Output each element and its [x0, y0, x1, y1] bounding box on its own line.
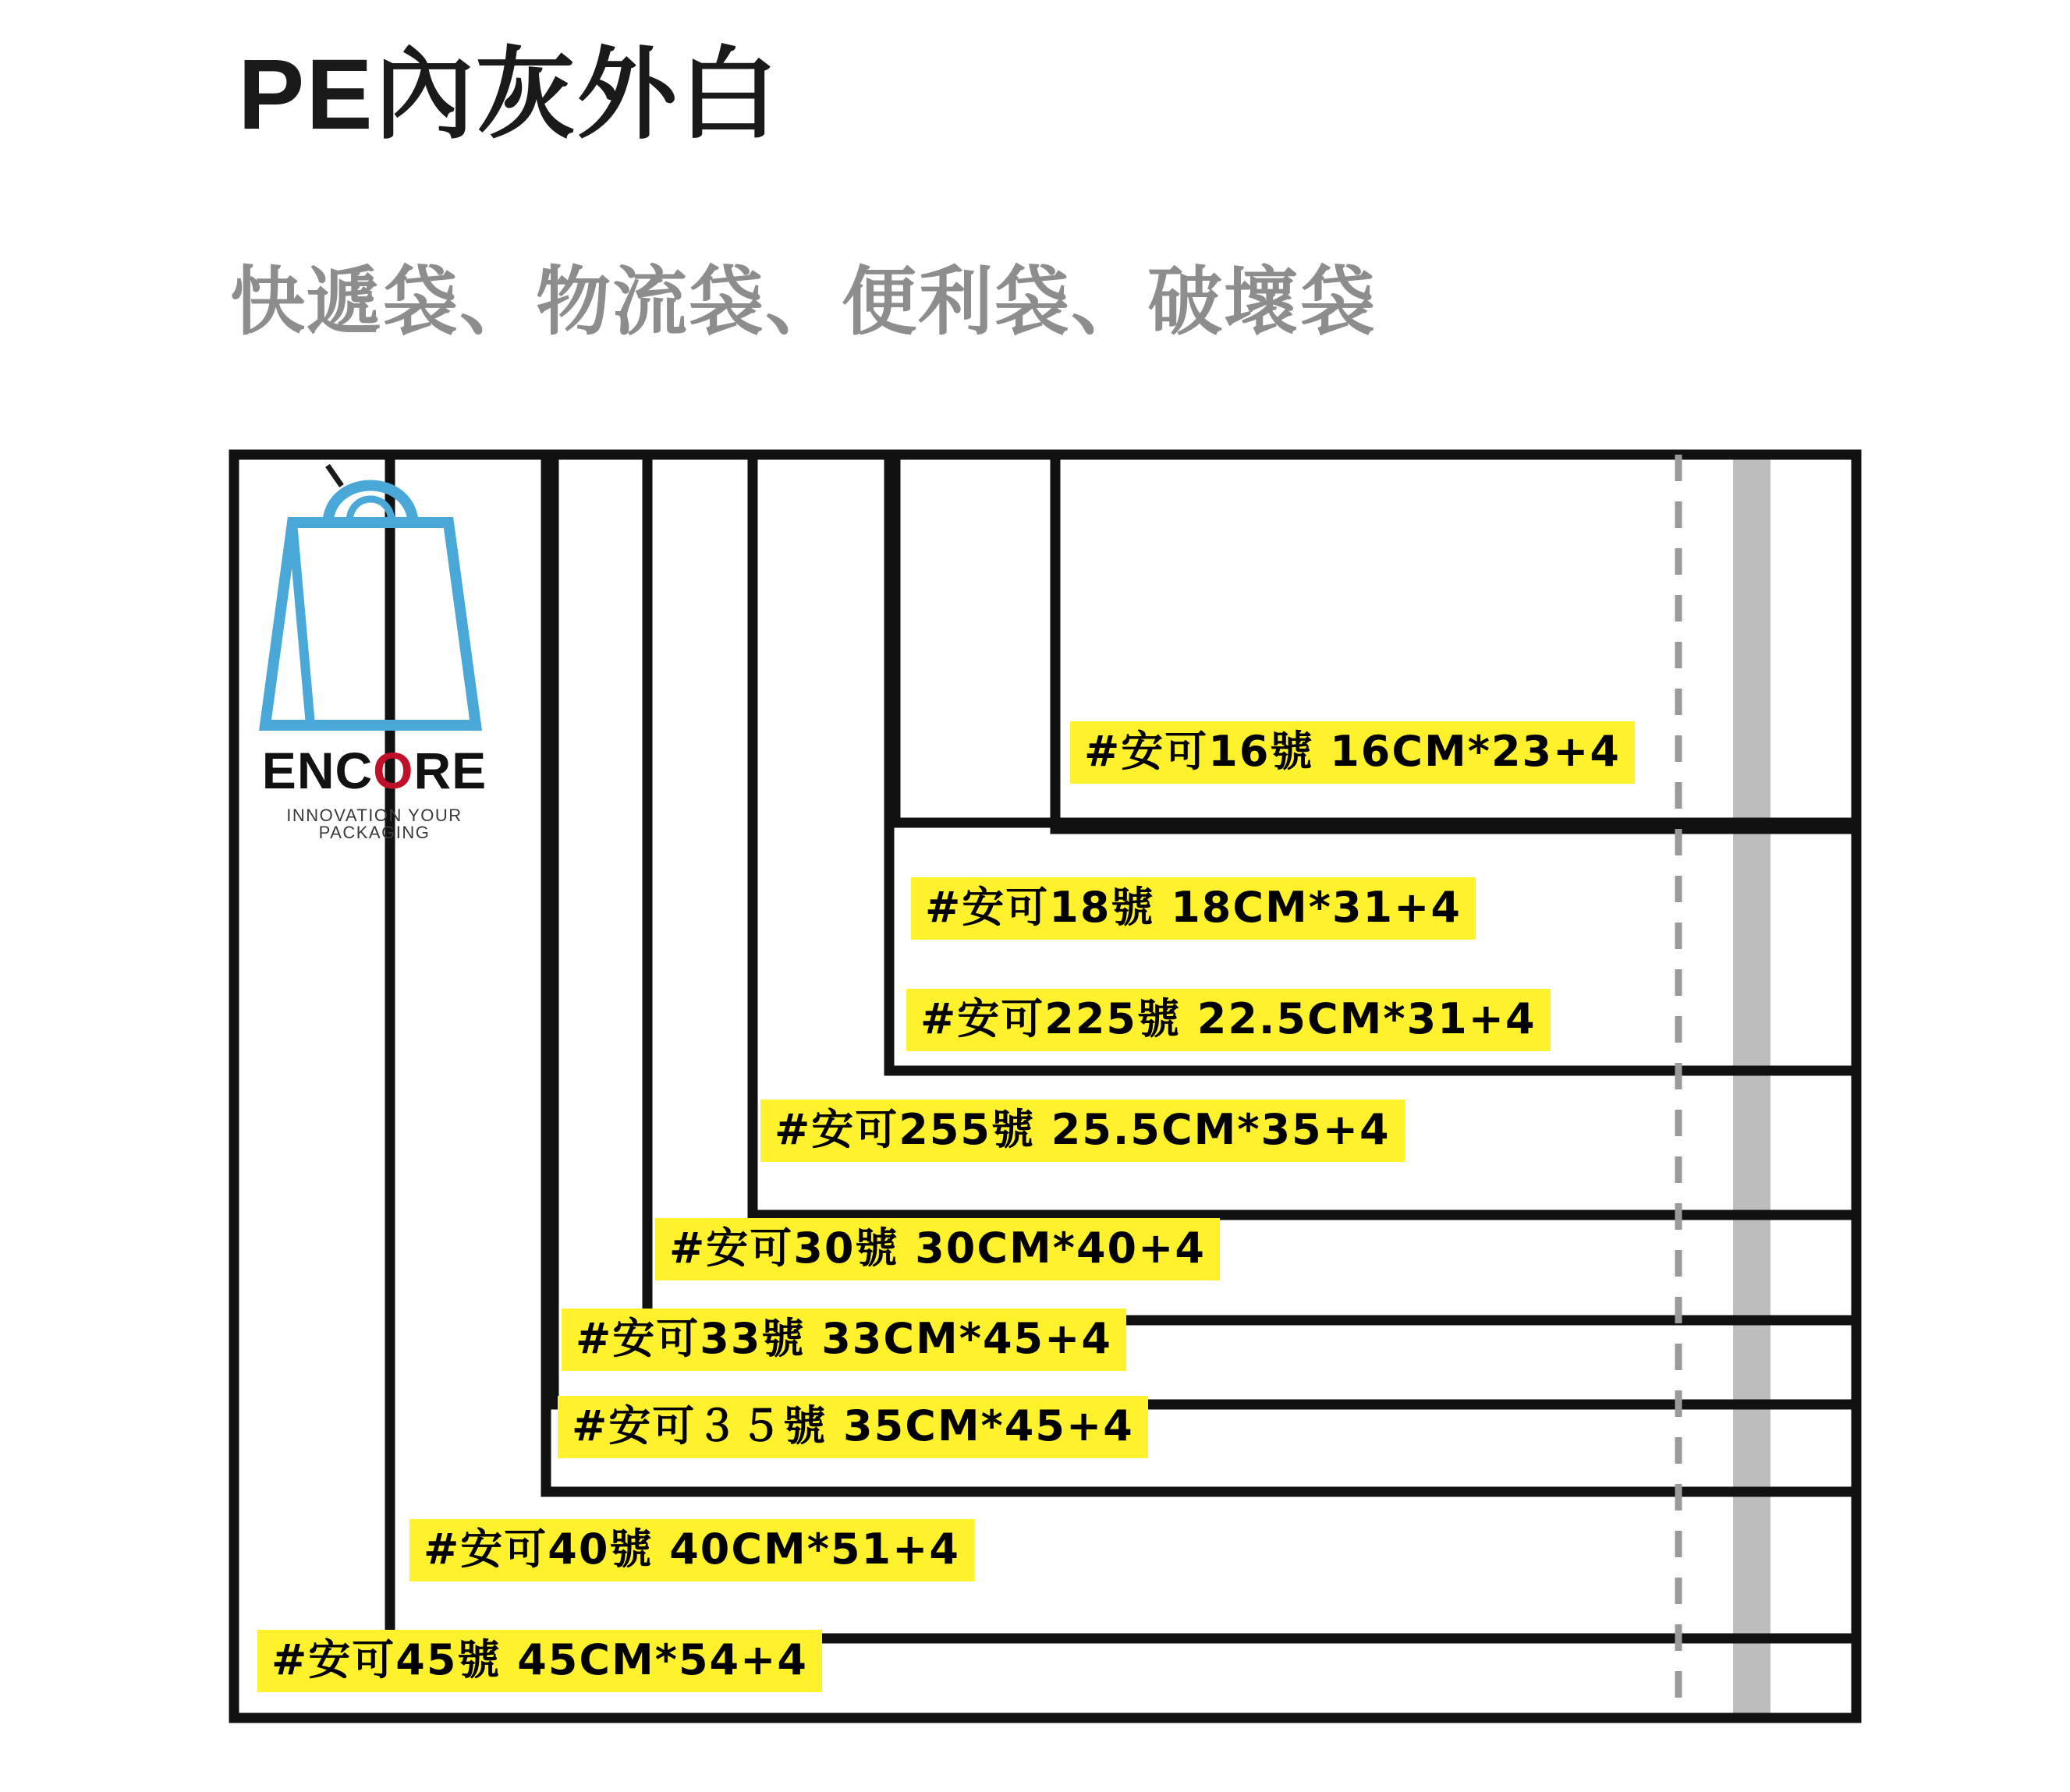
logo-word-dot: O [373, 742, 414, 799]
size-label-40: #安可40號 40CM*51+4 [409, 1519, 974, 1581]
page-title: PE內灰外白 [238, 39, 780, 151]
size-label-225: #安可225號 22.5CM*31+4 [906, 989, 1551, 1051]
logo [234, 448, 515, 854]
seal-strip [1733, 455, 1770, 1718]
logo-tagline: INNOVATION YOUR PACKAGING [286, 806, 463, 842]
logo-wordmark [234, 742, 515, 799]
size-label-16: #安可16號 16CM*23+4 [1070, 721, 1635, 784]
size-label-255: #安可255號 25.5CM*35+4 [760, 1100, 1405, 1162]
size-label-30: #安可30號 30CM*40+4 [655, 1218, 1220, 1280]
size-label-18: #安可18號 18CM*31+4 [911, 877, 1476, 940]
shopping-bag-icon [250, 448, 491, 745]
logo-word-part1: ENC [261, 742, 374, 799]
logo-word-part2: RE [413, 742, 487, 799]
size-label-33: #安可33號 33CM*45+4 [562, 1309, 1126, 1371]
size-label-45: #安可45號 45CM*54+4 [257, 1630, 822, 1692]
page-subtitle: 快遞袋、物流袋、便利袋、破壞袋 [230, 260, 1377, 344]
size-label-35: #安可３５號 35CM*45+4 [558, 1396, 1148, 1458]
